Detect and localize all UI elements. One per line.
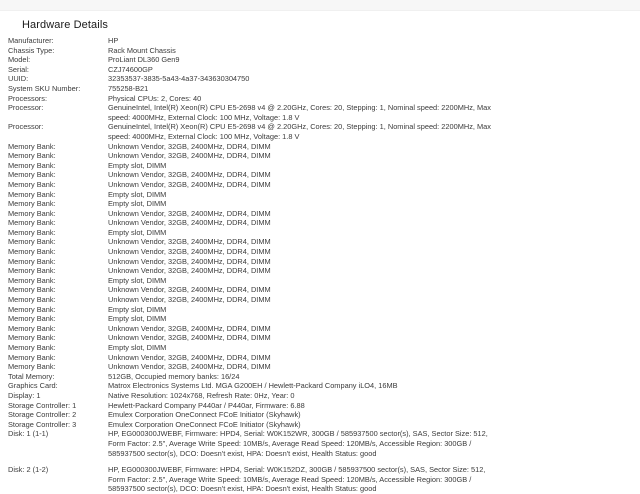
- row-value-line: ProLiant DL360 Gen9: [108, 55, 180, 65]
- row-value: [108, 180, 632, 190]
- table-row: [8, 36, 632, 46]
- row-value: [108, 46, 632, 56]
- row-value-line: Unknown Vendor, 32GB, 2400MHz, DDR4, DIMM: [108, 295, 271, 305]
- row-label: Memory Bank:: [8, 218, 56, 228]
- row-value-line: HP: [108, 36, 119, 45]
- table-row: [8, 333, 632, 343]
- row-value-line: CZJ74600GP: [108, 64, 153, 74]
- row-label: Memory Bank:: [8, 304, 56, 314]
- row-value-line: Form Factor: 2.5", Average Write Speed: 10MB/s, Average Read Speed: 120MB/s, Accessible Region: 300GB /: [108, 438, 472, 448]
- table-row: [8, 465, 632, 494]
- row-label: Memory Bank:: [8, 256, 56, 266]
- row-value-line: HP, EG000300JWEBF, Firmware: HPD4, Serial: W0K152WR, 300GB / 585937500 sector(s), SAS, Sector Size: 512,: [108, 429, 488, 439]
- table-row: [8, 285, 632, 295]
- row-label: Memory Bank:: [8, 285, 56, 295]
- row-value: [108, 218, 632, 228]
- table-row: [8, 314, 632, 324]
- table-row: [8, 381, 632, 391]
- row-value-line: Rack Mount Chassis: [108, 45, 176, 55]
- table-row: [8, 429, 632, 458]
- row-value-line: Empty slot, DIMM: [108, 343, 167, 352]
- content-area: [0, 11, 640, 494]
- table-row: [8, 324, 632, 334]
- row-value-line: Empty slot, DIMM: [108, 227, 167, 237]
- row-value-line: Native Resolution: 1024x768, Refresh Rate: 0Hz, Year: 0: [108, 390, 295, 400]
- row-value: [108, 333, 632, 343]
- row-label: Total Memory:: [8, 371, 55, 381]
- row-label: Memory Bank:: [8, 323, 56, 333]
- row-label: Memory Bank:: [8, 227, 56, 237]
- row-value-line: Unknown Vendor, 32GB, 2400MHz, DDR4, DIMM: [108, 266, 271, 276]
- table-row: [8, 247, 632, 257]
- row-value: [108, 401, 632, 411]
- row-label: System SKU Number:: [8, 83, 81, 93]
- row-label: Memory Bank:: [8, 314, 56, 324]
- table-row: [8, 151, 632, 161]
- row-value: [108, 209, 632, 219]
- table-row: [8, 372, 632, 382]
- table-row: [8, 266, 632, 276]
- row-label: Memory Bank:: [8, 160, 56, 170]
- page-title: Hardware Details: [22, 19, 108, 31]
- row-value-line: Physical CPUs: 2, Cores: 40: [108, 93, 202, 103]
- row-value-line: Unknown Vendor, 32GB, 2400MHz, DDR4, DIMM: [108, 247, 271, 257]
- row-value: [108, 237, 632, 247]
- row-value: [108, 353, 632, 363]
- row-value: [108, 228, 632, 238]
- row-value: [108, 161, 632, 171]
- row-value-line: Empty slot, DIMM: [108, 199, 167, 209]
- row-value-line: Unknown Vendor, 32GB, 2400MHz, DDR4, DIMM: [108, 151, 271, 161]
- row-value-line: Unknown Vendor, 32GB, 2400MHz, DDR4, DIMM: [108, 179, 271, 189]
- table-row: [8, 170, 632, 180]
- row-value: [108, 55, 632, 65]
- row-value-line: Hewlett-Packard Company P440ar / P440ar, Firmware: 6.88: [108, 400, 305, 410]
- row-label: Memory Bank:: [8, 179, 56, 189]
- table-row: [8, 391, 632, 401]
- row-value: [108, 142, 632, 152]
- table-row: [8, 122, 632, 141]
- row-label: Memory Bank:: [8, 362, 56, 372]
- table-row: [8, 180, 632, 190]
- row-label: Storage Controller: 3: [8, 419, 77, 429]
- row-value-line: Empty slot, DIMM: [108, 314, 167, 324]
- row-label: Manufacturer:: [8, 36, 54, 45]
- row-value: [108, 465, 632, 494]
- table-row: [8, 209, 632, 219]
- table-row: [8, 161, 632, 171]
- table-row: [8, 74, 632, 84]
- table-row: [8, 55, 632, 65]
- row-value: [108, 429, 632, 458]
- row-value: [108, 295, 632, 305]
- row-label: Memory Bank:: [8, 352, 56, 362]
- row-value-line: GenuineIntel, Intel(R) Xeon(R) CPU E5-2698 v4 @ 2.20GHz, Cores: 20, Stepping: 1, Nominal speed: 2200MHz, Max: [108, 103, 491, 113]
- table-row: [8, 353, 632, 363]
- row-value-line: Unknown Vendor, 32GB, 2400MHz, DDR4, DIMM: [108, 218, 271, 228]
- row-value-line: Unknown Vendor, 32GB, 2400MHz, DDR4, DIMM: [108, 208, 271, 218]
- row-label: Memory Bank:: [8, 333, 56, 343]
- row-value: [108, 170, 632, 180]
- table-row: [8, 305, 632, 315]
- row-value-line: HP, EG000300JWEBF, Firmware: HPD4, Serial: W0K152DZ, 300GB / 585937500 sector(s), SAS, Sector Size: 512,: [108, 465, 486, 475]
- row-value-line: 512GB, Occupied memory banks: 16/24: [108, 371, 240, 381]
- row-value: [108, 314, 632, 324]
- row-value: [108, 247, 632, 257]
- row-value: [108, 65, 632, 75]
- spacer-cell: [8, 458, 632, 465]
- row-label: Memory Bank:: [8, 141, 56, 151]
- row-value: [108, 324, 632, 334]
- table-row: [8, 237, 632, 247]
- row-value-line: speed: 4000MHz, External Clock: 100 MHz, Voltage: 1.8 V: [108, 131, 300, 141]
- row-label: Memory Bank:: [8, 151, 56, 161]
- table-row: [8, 362, 632, 372]
- top-band: [0, 0, 640, 11]
- row-value-line: 585937500 sector(s), DCO: Doesn't exist, HPA: Doesn't exist, Health Status: good: [108, 484, 377, 494]
- row-label: Chassis Type:: [8, 45, 55, 55]
- row-label: Memory Bank:: [8, 275, 56, 285]
- table-row: [8, 410, 632, 420]
- row-value-line: Unknown Vendor, 32GB, 2400MHz, DDR4, DIMM: [108, 141, 271, 151]
- row-value: [108, 257, 632, 267]
- table-row: [8, 46, 632, 56]
- row-value: [108, 103, 632, 122]
- row-value: [108, 372, 632, 382]
- row-label: Memory Bank:: [8, 170, 56, 180]
- table-row: [8, 228, 632, 238]
- table-row: [8, 401, 632, 411]
- row-value: [108, 122, 632, 141]
- row-value-line: Unknown Vendor, 32GB, 2400MHz, DDR4, DIMM: [108, 323, 271, 333]
- row-value-line: Empty slot, DIMM: [108, 160, 167, 170]
- row-label: Memory Bank:: [8, 237, 56, 247]
- row-value: [108, 305, 632, 315]
- row-label: Disk: 2 (1-2): [8, 465, 49, 475]
- table-row: [8, 142, 632, 152]
- row-value: [108, 410, 632, 420]
- row-label: UUID:: [8, 74, 29, 84]
- row-value: [108, 199, 632, 209]
- row-label: Processors:: [8, 93, 48, 103]
- row-value: [108, 285, 632, 295]
- row-value: [108, 276, 632, 286]
- row-value: [108, 74, 632, 84]
- row-value-line: Matrox Electronics Systems Ltd. MGA G200EH / Hewlett-Packard Company iLO4, 16MB: [108, 381, 398, 391]
- row-value-line: Unknown Vendor, 32GB, 2400MHz, DDR4, DIMM: [108, 352, 271, 362]
- row-label: Memory Bank:: [8, 199, 56, 209]
- row-value-line: Empty slot, DIMM: [108, 275, 167, 285]
- row-value-line: Unknown Vendor, 32GB, 2400MHz, DDR4, DIMM: [108, 170, 271, 180]
- row-value-line: Emulex Corporation OneConnect FCoE Initiator (Skyhawk): [108, 410, 301, 420]
- row-value-line: Unknown Vendor, 32GB, 2400MHz, DDR4, DIMM: [108, 237, 271, 247]
- hardware-details-table: [8, 36, 632, 494]
- row-value-line: speed: 4000MHz, External Clock: 100 MHz, Voltage: 1.8 V: [108, 112, 300, 122]
- row-label: Processor:: [8, 103, 44, 113]
- table-row: [8, 295, 632, 305]
- table-row: [8, 103, 632, 122]
- row-value: [108, 84, 632, 94]
- row-value-line: Empty slot, DIMM: [108, 189, 167, 199]
- row-value-line: Unknown Vendor, 32GB, 2400MHz, DDR4, DIMM: [108, 333, 271, 343]
- row-label: Storage Controller: 1: [8, 400, 77, 410]
- row-label: Memory Bank:: [8, 266, 56, 276]
- row-value: [108, 381, 632, 391]
- row-value: [108, 36, 632, 46]
- table-row: [8, 65, 632, 75]
- row-value-line: Unknown Vendor, 32GB, 2400MHz, DDR4, DIMM: [108, 285, 271, 295]
- row-label: Model:: [8, 55, 31, 65]
- row-label: Memory Bank:: [8, 343, 56, 352]
- row-value: [108, 362, 632, 372]
- row-value-line: Form Factor: 2.5", Average Write Speed: 10MB/s, Average Read Speed: 120MB/s, Accessible Region: 300GB /: [108, 474, 472, 484]
- row-label: Memory Bank:: [8, 247, 56, 257]
- row-value-line: GenuineIntel, Intel(R) Xeon(R) CPU E5-2698 v4 @ 2.20GHz, Cores: 20, Stepping: 1, Nominal speed: 2200MHz, Max: [108, 122, 491, 132]
- row-label: Storage Controller: 2: [8, 410, 77, 420]
- table-row: [8, 190, 632, 200]
- table-row: [8, 84, 632, 94]
- row-value-line: Emulex Corporation OneConnect FCoE Initiator (Skyhawk): [108, 419, 301, 429]
- row-value: [108, 151, 632, 161]
- row-value-line: Empty slot, DIMM: [108, 304, 167, 314]
- row-value: [108, 343, 632, 353]
- table-row: [8, 257, 632, 267]
- table-row: [8, 276, 632, 286]
- row-value: [108, 391, 632, 401]
- row-value-line: 585937500 sector(s), DCO: Doesn't exist, HPA: Doesn't exist, Health Status: good: [108, 448, 377, 458]
- table-row: [8, 420, 632, 430]
- row-value: [108, 266, 632, 276]
- row-label: Disk: 1 (1-1): [8, 429, 49, 439]
- row-value: [108, 420, 632, 430]
- table-row-spacer: [8, 458, 632, 465]
- hardware-details-body: [8, 36, 632, 494]
- table-row: [8, 218, 632, 228]
- table-row: [8, 343, 632, 353]
- row-label: Graphics Card:: [8, 381, 58, 391]
- row-value: [108, 94, 632, 104]
- table-row: [8, 94, 632, 104]
- row-value-line: 755258-B21: [108, 83, 149, 93]
- row-value-line: Unknown Vendor, 32GB, 2400MHz, DDR4, DIMM: [108, 362, 271, 372]
- row-label: Serial:: [8, 64, 29, 74]
- row-label: Processor:: [8, 122, 44, 132]
- row-value: [108, 190, 632, 200]
- row-value-line: 32353537-3835-5a43-4a37-343630304750: [108, 74, 250, 84]
- row-label: Memory Bank:: [8, 208, 56, 218]
- row-label: Memory Bank:: [8, 295, 56, 305]
- row-label: Memory Bank:: [8, 189, 56, 199]
- row-label: Display: 1: [8, 390, 41, 400]
- row-value-line: Unknown Vendor, 32GB, 2400MHz, DDR4, DIMM: [108, 256, 271, 266]
- table-row: [8, 199, 632, 209]
